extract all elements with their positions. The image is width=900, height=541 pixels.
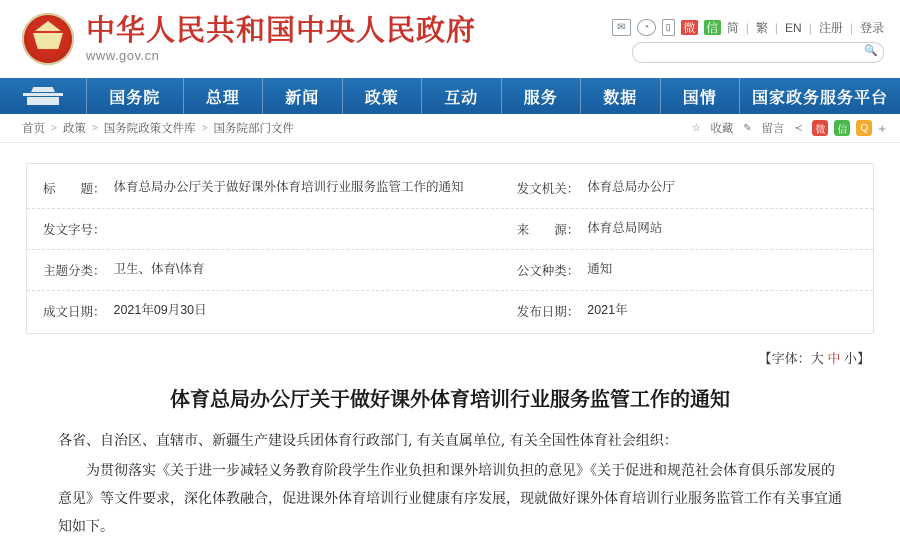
meta-value-publish-date: 2021年	[587, 303, 628, 317]
wechat-icon[interactable]: 信	[834, 120, 850, 136]
site-header	[0, 0, 900, 78]
breadcrumb-item-policy-library[interactable]: 国务院政策文件库	[103, 123, 196, 135]
meta-cell-doc-type	[501, 261, 873, 279]
share-icon[interactable]: ≺	[794, 122, 803, 134]
lang-link-traditional[interactable]: 繁	[755, 21, 768, 35]
article-paragraph: 各省、自治区、直辖市、新疆生产建设兵团体育行政部门, 有关直属单位, 有关全国性体育社会组织：	[58, 433, 678, 449]
site-title: 中华人民共和国中央人民政府	[86, 12, 477, 47]
weibo-icon[interactable]: 微	[681, 20, 698, 35]
meta-row	[27, 168, 873, 209]
divider: |	[745, 20, 749, 35]
meta-cell-source	[501, 220, 873, 238]
site-identity	[86, 12, 477, 64]
nav-item-zhengce[interactable]: 政策	[342, 78, 422, 114]
breadcrumb	[0, 114, 900, 143]
lang-link-simplified[interactable]: 简	[726, 21, 739, 35]
breadcrumb-item-policy[interactable]: 政策	[62, 123, 86, 135]
star-icon[interactable]: ☆	[691, 122, 701, 134]
meta-value-written-date: 2021年09月30日	[113, 303, 207, 317]
search-icon[interactable]: 🔍	[864, 45, 878, 57]
font-size-prefix: 【字体：	[758, 351, 811, 366]
mobile-icon[interactable]: ▯	[662, 19, 675, 36]
meta-label-source: 来 源：	[516, 223, 580, 237]
breadcrumb-item-home[interactable]: 首页	[22, 123, 45, 135]
lang-link-english[interactable]: EN	[785, 20, 802, 35]
weibo-icon[interactable]: 微	[812, 120, 828, 136]
meta-value-source: 体育总局网站	[587, 221, 663, 235]
meta-cell-issuing-agency	[501, 179, 873, 197]
breadcrumb-separator: >	[51, 122, 57, 134]
nav-item-guoqing[interactable]: 国情	[660, 78, 740, 114]
font-size-large[interactable]: 大	[810, 351, 824, 366]
pencil-icon[interactable]: ✎	[743, 122, 752, 134]
font-size-control	[0, 334, 900, 367]
site-domain: www.gov.cn	[86, 48, 160, 64]
meta-label-doc-type: 公文种类：	[516, 264, 580, 278]
search-box[interactable]	[632, 42, 884, 63]
meta-row	[27, 250, 873, 291]
font-size-small[interactable]: 小	[843, 351, 857, 366]
meta-label-subject-category: 主题分类：	[43, 264, 106, 278]
header-utility-area	[612, 15, 884, 63]
meta-cell-title	[27, 179, 501, 197]
nav-item-xinwen[interactable]: 新闻	[262, 78, 342, 114]
meta-cell-publish-date	[501, 302, 873, 320]
font-size-suffix: 】	[856, 351, 870, 366]
divider: |	[808, 20, 812, 35]
page-title: 体育总局办公厅关于做好课外体育培训行业服务监管工作的通知	[170, 387, 730, 411]
header-icon-row	[612, 19, 884, 36]
meta-label-title: 标 题：	[43, 182, 106, 196]
font-size-medium[interactable]: 中	[827, 351, 841, 366]
nav-item-government-service-platform[interactable]: 国家政务服务平台	[739, 78, 900, 114]
register-link[interactable]: 注册	[818, 21, 843, 35]
document-meta-table	[26, 163, 874, 334]
divider: |	[849, 20, 853, 35]
breadcrumb-separator: >	[91, 122, 98, 134]
favorite-label[interactable]: 收藏	[710, 123, 734, 135]
nav-item-shuju[interactable]: 数据	[580, 78, 660, 114]
article-paragraph: 为贯彻落实《关于进一步减轻义务教育阶段学生作业负担和课外培训负担的意见》《关于促进和规范社会体育俱乐部发展的意见》等文件要求，深化体教融合，促进课外体育培训行业健康有序发展，现就做好课外体育培训行业服务监管工作有关事宜通知如下。	[58, 463, 842, 535]
breadcrumb-separator: >	[201, 122, 208, 134]
main-nav	[0, 78, 900, 114]
message-label[interactable]: 留言	[761, 123, 785, 135]
meta-cell-subject-category	[27, 261, 501, 279]
meta-cell-written-date	[27, 302, 501, 320]
meta-label-written-date: 成文日期：	[43, 305, 106, 319]
meta-value-subject-category: 卫生、体育\体育	[113, 262, 205, 276]
national-emblem-icon	[22, 13, 74, 65]
meta-row	[27, 291, 873, 331]
meta-label-issuing-agency: 发文机关：	[516, 182, 580, 196]
meta-label-publish-date: 发布日期：	[516, 305, 580, 319]
meta-value-title: 体育总局办公厅关于做好课外体育培训行业服务监管工作的通知	[113, 180, 464, 194]
qzone-icon[interactable]: Q	[856, 120, 872, 136]
plus-icon[interactable]: +	[878, 120, 886, 136]
nav-item-fuwu[interactable]: 服务	[501, 78, 581, 114]
breadcrumb-actions	[688, 120, 886, 136]
meta-row	[27, 209, 873, 250]
meta-value-doc-type: 通知	[587, 262, 613, 276]
nav-item-zongli[interactable]: 总理	[183, 78, 263, 114]
login-link[interactable]: 登录	[859, 21, 884, 35]
meta-cell-doc-number	[27, 220, 501, 238]
breadcrumb-item-department-docs[interactable]: 国务院部门文件	[213, 123, 295, 135]
tiananmen-home-icon	[23, 87, 63, 105]
search-input[interactable]	[633, 47, 883, 59]
mail-icon[interactable]: ✉	[612, 19, 631, 36]
nav-item-hudong[interactable]: 互动	[421, 78, 501, 114]
clock-icon[interactable]: ◔	[637, 19, 656, 36]
article-body	[58, 427, 842, 541]
wechat-icon[interactable]: 信	[704, 20, 721, 35]
meta-label-doc-number: 发文字号：	[43, 223, 106, 237]
meta-value-issuing-agency: 体育总局办公厅	[587, 180, 675, 194]
nav-home-button[interactable]	[0, 78, 86, 114]
nav-item-guowuyuan[interactable]: 国务院	[86, 78, 183, 114]
divider: |	[774, 20, 779, 35]
